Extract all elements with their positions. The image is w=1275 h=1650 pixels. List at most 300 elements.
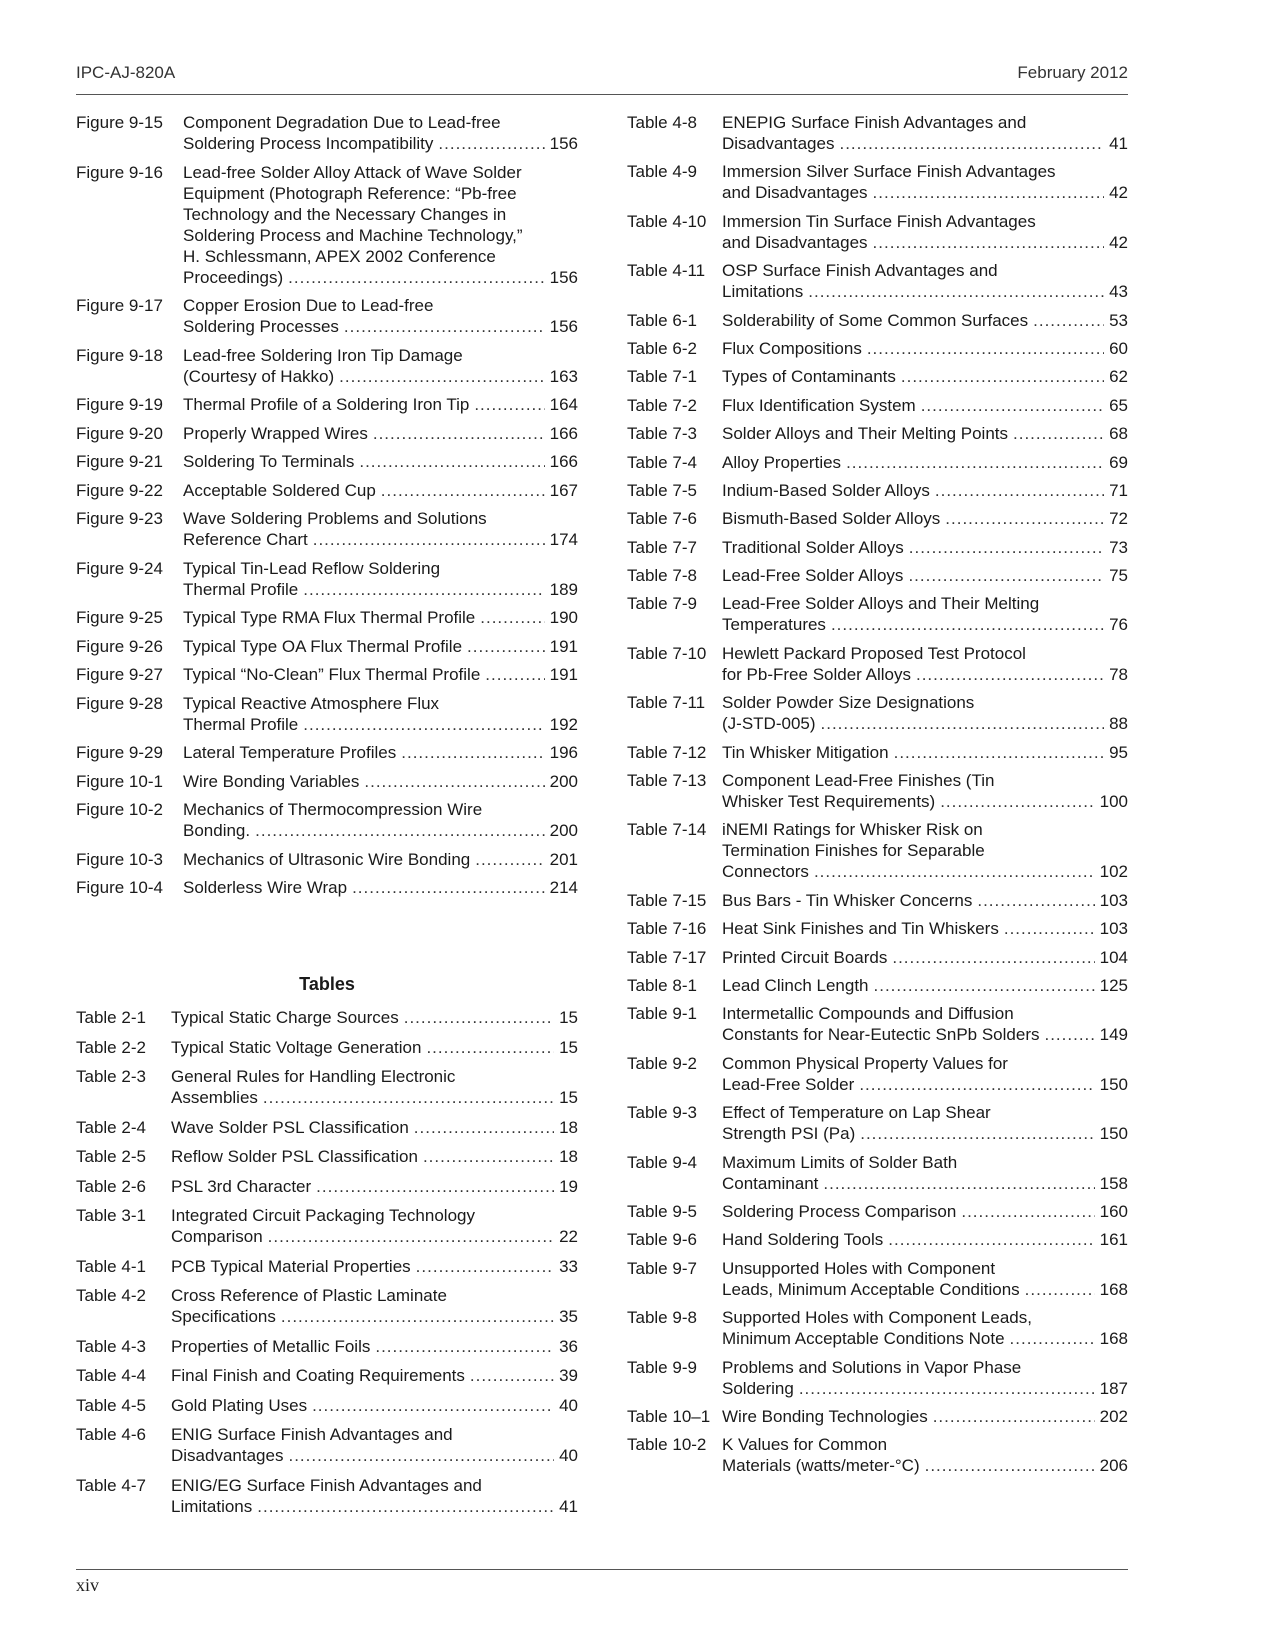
dot-leader	[426, 1037, 554, 1058]
toc-entry-title	[722, 1307, 1128, 1349]
toc-entry	[627, 310, 1128, 331]
toc-entry-page: 42	[1109, 183, 1128, 203]
toc-entry-title	[171, 1176, 578, 1197]
dot-leader	[401, 742, 544, 763]
toc-entry-title-line: Bonding.	[183, 821, 251, 840]
toc-entry	[627, 1053, 1128, 1095]
toc-entry-title-line: Properly Wrapped Wires	[183, 423, 368, 443]
toc-entry-label: Figure 10-2	[76, 800, 163, 819]
dot-leader	[894, 742, 1104, 763]
toc-entry-title	[183, 508, 578, 550]
toc-entry-page: 156	[549, 267, 578, 287]
dot-leader	[288, 1445, 554, 1466]
toc-entry-title-line: Soldering Process Incompatibility	[183, 134, 434, 153]
dot-leader	[933, 1406, 1095, 1427]
toc-entry-label: Table 7-14	[627, 820, 707, 840]
toc-entry-page: 15	[559, 1088, 578, 1107]
toc-entry-title	[171, 1395, 578, 1416]
toc-entry-title-line: Typical Static Voltage Generation	[171, 1037, 422, 1057]
toc-entry-title	[171, 1007, 578, 1028]
toc-entry-title	[722, 1406, 1128, 1427]
dot-leader	[475, 849, 544, 870]
toc-entry-label: Table 4-5	[76, 1395, 146, 1415]
toc-entry-title	[722, 1201, 1128, 1222]
toc-entry	[76, 451, 578, 472]
toc-entry-title	[183, 423, 578, 444]
toc-entry-page: 156	[549, 134, 578, 153]
dot-leader	[288, 267, 544, 288]
toc-entry-title	[171, 1066, 578, 1108]
toc-entry	[627, 1229, 1128, 1250]
toc-entry-title-line: Component Lead-Free Finishes (Tin	[722, 771, 995, 791]
toc-entry	[76, 394, 578, 415]
toc-entry-label: Table 2-4	[76, 1117, 146, 1137]
toc-entry-title-line: Properties of Metallic Foils	[171, 1336, 371, 1356]
toc-entry-title-line: Bus Bars - Tin Whisker Concerns	[722, 890, 973, 910]
toc-entry	[627, 770, 1128, 812]
dot-leader	[874, 975, 1095, 996]
toc-entry	[76, 693, 578, 735]
toc-entry-page: 60	[1109, 338, 1128, 358]
toc-entry-page: 40	[559, 1395, 578, 1415]
dot-leader	[823, 1173, 1094, 1194]
toc-entry-title	[722, 918, 1128, 939]
toc-entry-label: Table 7-1	[627, 367, 697, 387]
toc-entry	[627, 742, 1128, 763]
toc-entry	[76, 480, 578, 501]
toc-entry-page: 102	[1099, 862, 1128, 882]
toc-entry-title-line: Solderless Wire Wrap	[183, 878, 348, 897]
toc-entry	[627, 211, 1128, 253]
toc-entry-title-line: Integrated Circuit Packaging Technology	[171, 1206, 475, 1225]
toc-entry-title	[722, 1053, 1128, 1095]
toc-entry-title-line: Disadvantages	[171, 1446, 284, 1465]
toc-entry-title	[183, 558, 578, 600]
toc-entry-title-line: Immersion Silver Surface Finish Advantages	[722, 162, 1056, 182]
toc-entry-title-line: Soldering Processes	[183, 317, 339, 336]
toc-entry-title-line: Heat Sink Finishes and Tin Whiskers	[722, 919, 999, 939]
toc-entry-label: Table 9-5	[627, 1201, 697, 1221]
dot-leader	[909, 537, 1104, 558]
toc-entry-title-line: Lateral Temperature Profiles	[183, 743, 397, 762]
toc-entry-title-line: Lead-free Solder Alloy Attack of Wave Solder	[183, 162, 522, 182]
toc-entry-page: 71	[1109, 480, 1128, 500]
document-id: IPC-AJ-820A	[76, 63, 176, 82]
figures-list	[76, 112, 578, 898]
toc-entry-title	[171, 1037, 578, 1058]
dot-leader	[312, 1395, 554, 1416]
toc-entry	[627, 423, 1128, 444]
dot-leader	[846, 452, 1104, 473]
toc-entry-title	[722, 452, 1128, 473]
toc-entry-label: Table 2-2	[76, 1037, 146, 1057]
toc-entry-page: 73	[1109, 537, 1128, 557]
toc-entry-title-line: (J-STD-005)	[722, 714, 816, 734]
toc-entry-title	[722, 947, 1128, 968]
toc-entry-page: 201	[549, 849, 578, 869]
toc-entry	[627, 1258, 1128, 1300]
toc-entry-label: Table 7-4	[627, 452, 697, 472]
toc-entry-title-line: Proceedings)	[183, 267, 284, 287]
tables-list-left	[76, 1007, 578, 1517]
toc-entry-label: Table 7-10	[627, 643, 707, 663]
toc-entry-title	[722, 565, 1128, 586]
toc-entry-title	[183, 295, 578, 337]
toc-entry-page: 41	[559, 1496, 578, 1516]
dot-leader	[281, 1306, 554, 1327]
dot-leader	[921, 395, 1104, 416]
dot-leader	[821, 713, 1105, 734]
toc-entry-label: Table 4-2	[76, 1286, 146, 1305]
toc-entry	[76, 1176, 578, 1197]
toc-entry-label: Table 9-8	[627, 1308, 697, 1328]
toc-entry	[627, 1201, 1128, 1222]
toc-entry-label: Figure 10-4	[76, 878, 163, 897]
toc-entry-page: 22	[559, 1227, 578, 1246]
toc-entry-title	[183, 345, 578, 387]
toc-entry-title-line: iNEMI Ratings for Whisker Risk on	[722, 820, 983, 840]
toc-entry-title-line: Traditional Solder Alloys	[722, 537, 904, 557]
toc-entry-page: 174	[549, 530, 578, 549]
dot-leader	[799, 1378, 1095, 1399]
toc-entry-page: 39	[559, 1366, 578, 1385]
toc-entry-title	[722, 1229, 1128, 1250]
toc-entry-title	[171, 1256, 578, 1277]
toc-entry-title	[722, 480, 1128, 501]
toc-entry-label: Table 9-3	[627, 1103, 697, 1123]
toc-entry-label: Table 8-1	[627, 975, 697, 995]
toc-entry-label: Table 2-5	[76, 1147, 146, 1166]
toc-entry-title-line: Thermal Profile	[183, 579, 299, 599]
toc-entry	[627, 537, 1128, 558]
toc-entry-page: 150	[1099, 1124, 1128, 1144]
document-date: February 2012	[1017, 63, 1128, 82]
toc-entry-title-line: Supported Holes with Component Leads,	[722, 1308, 1032, 1328]
toc-entry-label: Table 2-1	[76, 1008, 146, 1027]
toc-entry	[627, 480, 1128, 501]
toc-entry-title-line: Mechanics of Ultrasonic Wire Bonding	[183, 849, 471, 869]
toc-entry-title	[171, 1146, 578, 1167]
dot-leader	[480, 607, 544, 628]
toc-entry-title-line: Wire Bonding Variables	[183, 771, 360, 791]
toc-entry	[76, 508, 578, 550]
toc-entry	[76, 1475, 578, 1517]
toc-entry-label: Table 9-2	[627, 1053, 697, 1073]
toc-entry-title-line: ENIG Surface Finish Advantages and	[171, 1425, 453, 1444]
toc-entry	[627, 161, 1128, 203]
toc-entry-page: 163	[549, 366, 578, 386]
toc-entry-label: Figure 9-16	[76, 162, 163, 182]
toc-entry-title	[722, 819, 1128, 882]
toc-entry-page: 206	[1099, 1456, 1128, 1476]
toc-entry-title	[722, 1003, 1128, 1045]
toc-entry-label: Figure 9-23	[76, 509, 163, 528]
dot-leader	[908, 565, 1104, 586]
toc-entry-title	[722, 643, 1128, 685]
dot-leader	[414, 1117, 554, 1138]
toc-entry-page: 68	[1109, 424, 1128, 444]
toc-entry-label: Figure 9-25	[76, 608, 163, 627]
toc-entry-page: 158	[1099, 1173, 1128, 1193]
toc-entry	[627, 1357, 1128, 1399]
tables-heading: Tables	[299, 974, 355, 994]
toc-entry-title-line: Cross Reference of Plastic Laminate	[171, 1286, 447, 1305]
dot-leader	[263, 1087, 554, 1108]
toc-entry-page: 156	[549, 317, 578, 336]
toc-entry-title-line: Tin Whisker Mitigation	[722, 742, 889, 762]
toc-entry	[627, 1406, 1128, 1427]
toc-entry-page: 15	[559, 1008, 578, 1027]
toc-entry-title-line: Strength PSI (Pa)	[722, 1124, 856, 1144]
toc-entry-label: Table 3-1	[76, 1206, 146, 1225]
dot-leader	[916, 664, 1104, 685]
toc-entry-page: 192	[549, 714, 578, 734]
toc-entry-title-line: Lead-Free Solder	[722, 1074, 855, 1094]
toc-entry-title	[183, 849, 578, 870]
toc-entry	[627, 338, 1128, 359]
toc-entry-page: 189	[549, 579, 578, 599]
toc-entry-title	[171, 1336, 578, 1357]
toc-entry-page: 167	[549, 480, 578, 500]
toc-entry	[76, 877, 578, 898]
toc-entry-title-line: Soldering Process Comparison	[722, 1201, 957, 1221]
dot-leader	[423, 1146, 554, 1167]
toc-entry-page: 75	[1109, 566, 1128, 586]
toc-entry-page: 53	[1109, 310, 1128, 330]
toc-entry-title-line: Typical Static Charge Sources	[171, 1008, 399, 1027]
toc-entry-page: 103	[1099, 890, 1128, 910]
toc-entry	[627, 1102, 1128, 1144]
toc-entry-page: 18	[559, 1147, 578, 1166]
toc-entry-page: 191	[549, 636, 578, 656]
toc-entry-page: 76	[1109, 615, 1128, 635]
toc-entry-label: Table 7-7	[627, 537, 697, 557]
toc-entry	[627, 819, 1128, 882]
toc-entry-title-line: Termination Finishes for Separable	[722, 841, 985, 861]
toc-entry-title	[183, 771, 578, 792]
toc-entry-title-line: Typical “No-Clean” Flux Thermal Profile	[183, 665, 481, 684]
toc-entry	[627, 692, 1128, 734]
toc-entry-title	[183, 877, 578, 898]
toc-entry-page: 200	[549, 771, 578, 791]
toc-entry-title-line: Problems and Solutions in Vapor Phase	[722, 1357, 1022, 1377]
dot-leader	[1013, 423, 1104, 444]
toc-entry-page: 200	[549, 821, 578, 840]
toc-entry-title	[171, 1205, 578, 1247]
dot-leader	[859, 1074, 1094, 1095]
toc-entry-label: Table 7-17	[627, 947, 707, 967]
toc-entry-title-line: Equipment (Photograph Reference: “Pb-free	[183, 183, 517, 203]
toc-entry	[627, 112, 1128, 154]
toc-entry-title	[183, 742, 578, 763]
toc-entry-title-line: Common Physical Property Values for	[722, 1053, 1008, 1073]
toc-entry	[627, 508, 1128, 529]
toc-entry-title-line: PCB Typical Material Properties	[171, 1256, 411, 1276]
toc-entry-title-line: and Disadvantages	[722, 183, 868, 203]
toc-entry-label: Table 10–1	[627, 1406, 711, 1426]
toc-entry-title-line: Soldering To Terminals	[183, 452, 355, 471]
toc-entry-title	[722, 112, 1128, 154]
toc-entry-title	[722, 260, 1128, 302]
toc-entry-title	[722, 770, 1128, 812]
toc-entry	[627, 1307, 1128, 1349]
toc-entry-page: 150	[1099, 1074, 1128, 1094]
toc-entry-label: Table 7-3	[627, 424, 697, 444]
toc-entry-title-line: Unsupported Holes with Component	[722, 1258, 996, 1278]
toc-entry-title-line: for Pb-Free Solder Alloys	[722, 664, 911, 684]
toc-entry-label: Table 9-7	[627, 1258, 697, 1278]
dot-leader	[470, 1365, 554, 1386]
dot-leader	[808, 281, 1104, 302]
dot-leader	[316, 1176, 554, 1197]
dot-leader	[359, 451, 544, 472]
toc-entry-title-line: (Courtesy of Hakko)	[183, 366, 335, 386]
toc-entry-page: 149	[1099, 1025, 1128, 1045]
toc-entry-title	[183, 451, 578, 472]
toc-entry-label: Table 7-16	[627, 919, 707, 939]
toc-entry-page: 33	[559, 1256, 578, 1276]
toc-entry	[76, 1007, 578, 1028]
toc-entry-label: Table 9-4	[627, 1152, 697, 1172]
toc-entry	[627, 565, 1128, 586]
toc-entry-label: Table 9-6	[627, 1230, 697, 1250]
toc-entry-page: 100	[1099, 792, 1128, 812]
toc-entry-page: 166	[549, 423, 578, 443]
toc-entry-title-line: Flux Compositions	[722, 338, 862, 358]
dot-leader	[888, 1229, 1094, 1250]
toc-entry	[76, 162, 578, 288]
toc-entry-page: 40	[559, 1446, 578, 1465]
toc-entry-title	[183, 693, 578, 735]
toc-entry	[627, 395, 1128, 416]
dot-leader	[467, 636, 545, 657]
toc-entry-title	[183, 636, 578, 657]
dot-leader	[255, 820, 545, 841]
toc-entry-title-line: Thermal Profile of a Soldering Iron Tip	[183, 395, 470, 414]
toc-entry-title	[722, 742, 1128, 763]
toc-entry-title-line: Lead-Free Solder Alloys and Their Melting	[722, 594, 1040, 614]
toc-entry-title-line: Hand Soldering Tools	[722, 1230, 884, 1250]
toc-entry-page: 15	[559, 1037, 578, 1057]
toc-entry-title-line: Assemblies	[171, 1088, 258, 1107]
toc-entry	[76, 636, 578, 657]
dot-leader	[352, 877, 545, 898]
dot-leader	[1033, 310, 1104, 331]
toc-entry-label: Figure 9-28	[76, 693, 163, 713]
dot-leader	[474, 394, 544, 415]
toc-entry-title	[722, 310, 1128, 331]
toc-entry-page: 168	[1099, 1279, 1128, 1299]
toc-entry	[76, 1285, 578, 1327]
dot-leader	[901, 366, 1104, 387]
toc-entry-label: Figure 9-17	[76, 296, 163, 315]
toc-entry-title-line: Soldering	[722, 1378, 794, 1398]
toc-entry-title-line: Typical Type OA Flux Thermal Profile	[183, 636, 463, 656]
toc-entry-title-line: Effect of Temperature on Lap Shear	[722, 1103, 991, 1123]
toc-entry-title-line: Limitations	[722, 282, 804, 302]
toc-entry-title	[722, 1152, 1128, 1194]
toc-entry-title-line: Lead-free Soldering Iron Tip Damage	[183, 345, 463, 365]
toc-entry	[76, 1117, 578, 1138]
toc-entry	[76, 1424, 578, 1466]
toc-entry-label: Figure 9-24	[76, 558, 163, 578]
toc-entry	[76, 1365, 578, 1386]
toc-entry-page: 43	[1109, 282, 1128, 302]
toc-entry	[76, 1037, 578, 1058]
toc-entry-title-line: Typical Reactive Atmosphere Flux	[183, 693, 440, 713]
toc-entry-title-line: OSP Surface Finish Advantages and	[722, 261, 998, 281]
toc-entry-title-line: ENIG/EG Surface Finish Advantages and	[171, 1475, 482, 1495]
toc-entry-page: 160	[1099, 1201, 1128, 1221]
header-rule	[76, 94, 1128, 95]
toc-entry	[76, 1256, 578, 1277]
toc-entry-label: Table 7-15	[627, 890, 707, 910]
toc-entry-title-line: Gold Plating Uses	[171, 1395, 308, 1415]
toc-entry	[76, 771, 578, 792]
toc-entry-page: 164	[549, 395, 578, 414]
toc-entry	[76, 1395, 578, 1416]
toc-entry	[627, 1003, 1128, 1045]
dot-leader	[873, 232, 1105, 253]
toc-entry-page: 18	[559, 1117, 578, 1137]
toc-entry-label: Table 6-1	[627, 310, 697, 330]
toc-entry-title-line: Lead-Free Solder Alloys	[722, 566, 904, 586]
toc-entry-label: Table 7-13	[627, 771, 707, 791]
toc-entry-label: Table 7-9	[627, 594, 697, 614]
toc-entry	[627, 260, 1128, 302]
dot-leader	[257, 1496, 554, 1517]
toc-entry-title-line: Bismuth-Based Solder Alloys	[722, 509, 941, 529]
toc-entry-page: 78	[1109, 664, 1128, 684]
toc-entry-label: Table 4-6	[76, 1425, 146, 1444]
toc-entry-page: 42	[1109, 232, 1128, 252]
toc-entry-page: 62	[1109, 367, 1128, 387]
toc-entry-label: Table 7-2	[627, 395, 697, 415]
dot-leader	[977, 890, 1094, 911]
dot-leader	[404, 1007, 554, 1028]
dot-leader	[1044, 1024, 1094, 1045]
toc-entry-title-line: Disadvantages	[722, 134, 835, 153]
toc-entry-title-line: Thermal Profile	[183, 714, 299, 734]
dot-leader	[364, 771, 544, 792]
toc-entry-title	[722, 1258, 1128, 1300]
toc-entry-title-line: PSL 3rd Character	[171, 1176, 312, 1196]
toc-entry	[76, 112, 578, 154]
toc-entry	[76, 345, 578, 387]
toc-entry-title	[722, 1434, 1128, 1476]
footer-rule	[76, 1569, 1128, 1570]
toc-entry-title	[722, 161, 1128, 203]
toc-entry-title-line: General Rules for Handling Electronic	[171, 1067, 456, 1086]
page-number: xiv	[76, 1575, 100, 1595]
toc-entry-page: 103	[1099, 919, 1128, 939]
toc-entry-title	[722, 211, 1128, 253]
toc-entry-title	[722, 692, 1128, 734]
toc-entry-page: 214	[549, 878, 578, 897]
dot-leader	[814, 861, 1095, 882]
toc-entry-label: Table 4-3	[76, 1336, 146, 1356]
dot-leader	[1010, 1328, 1095, 1349]
toc-entry-label: Table 9-1	[627, 1004, 697, 1024]
toc-entry-label: Table 4-11	[627, 261, 706, 281]
toc-entry-title-line: and Disadvantages	[722, 232, 868, 252]
toc-entry-title	[722, 1102, 1128, 1144]
toc-entry-title	[171, 1365, 578, 1386]
toc-entry-title	[722, 395, 1128, 416]
toc-entry	[76, 558, 578, 600]
toc-entry	[627, 975, 1128, 996]
toc-entry-page: 191	[549, 665, 578, 684]
